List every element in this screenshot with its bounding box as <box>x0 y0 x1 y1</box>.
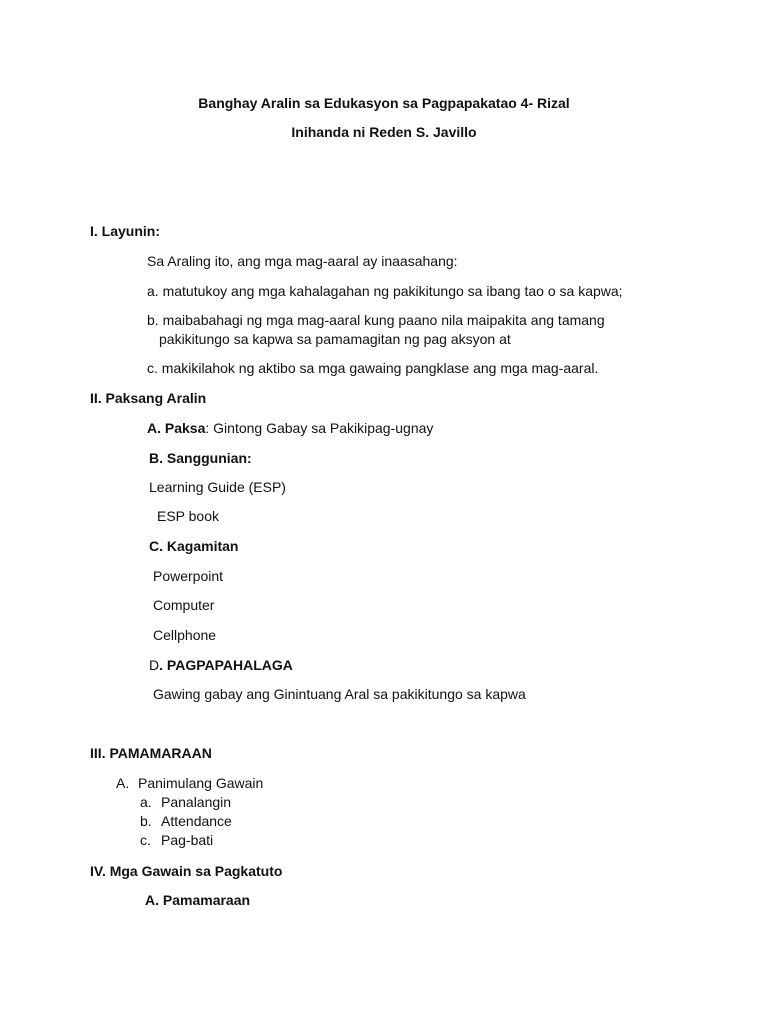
sanggunian-item-2: ESP book <box>157 508 220 524</box>
sub-item-attendance: Attendance <box>161 813 232 829</box>
paksa-value: : Gintong Gabay sa Pakikipag-ugnay <box>205 420 434 436</box>
panimulang-gawain-label: Panimulang Gawain <box>138 775 264 791</box>
pagpapahalaga-text: Gawing gabay ang Ginintuang Aral sa pakikitungo sa kapwa <box>153 686 526 702</box>
layunin-item-a: a. matutukoy ang mga kahalagahan ng pakikitungo sa ibang tao o sa kapwa; <box>147 283 623 299</box>
kagamitan-item-3: Cellphone <box>153 627 217 643</box>
sub-item-pag-bati: Pag-bati <box>161 832 214 848</box>
layunin-item-b-cont: pakikitungo sa kapwa sa pamamagitan ng pag aksyon at <box>159 331 511 347</box>
document-author: Inihanda ni Reden S. Javillo <box>291 124 477 140</box>
section-pamamaraan-heading: III. PAMAMARAAN <box>90 745 212 761</box>
sub-item-marker-a: a. <box>140 794 152 810</box>
pagpapahalaga-prefix: D <box>149 657 160 673</box>
gawain-pamamaraan-label: A. Pamamaraan <box>145 892 251 908</box>
kagamitan-item-1: Powerpoint <box>153 568 224 584</box>
paksa-line <box>147 419 433 437</box>
pagpapahalaga-line <box>149 656 293 674</box>
kagamitan-label: C. Kagamitan <box>149 538 239 554</box>
section-paksang-aralin-heading: II. Paksang Aralin <box>90 390 207 406</box>
panimulang-gawain-marker: A. <box>116 775 130 791</box>
layunin-item-b: b. maibabahagi ng mga mag-aaral kung paano nila maipakita ang tamang <box>147 312 605 328</box>
sub-item-panalangin: Panalangin <box>161 794 232 810</box>
section-layunin-heading: I. Layunin: <box>90 223 160 239</box>
sanggunian-label: B. Sanggunian: <box>149 450 252 466</box>
pagpapahalaga-label: . PAGPAPAHALAGA <box>159 657 293 673</box>
layunin-item-c: c. makikilahok ng aktibo sa mga gawaing pangklase ang mga mag-aaral. <box>147 360 599 376</box>
document-title: Banghay Aralin sa Edukasyon sa Pagpapakatao 4- Rizal <box>198 95 570 111</box>
sub-item-marker-c: c. <box>140 832 151 848</box>
paksa-label: A. Paksa <box>147 420 206 436</box>
section-gawain-heading: IV. Mga Gawain sa Pagkatuto <box>90 863 283 879</box>
layunin-intro: Sa Araling ito, ang mga mag-aaral ay inaasahang: <box>147 253 458 269</box>
sanggunian-item-1: Learning Guide (ESP) <box>149 479 286 495</box>
sub-item-marker-b: b. <box>140 813 152 829</box>
kagamitan-item-2: Computer <box>153 597 215 613</box>
